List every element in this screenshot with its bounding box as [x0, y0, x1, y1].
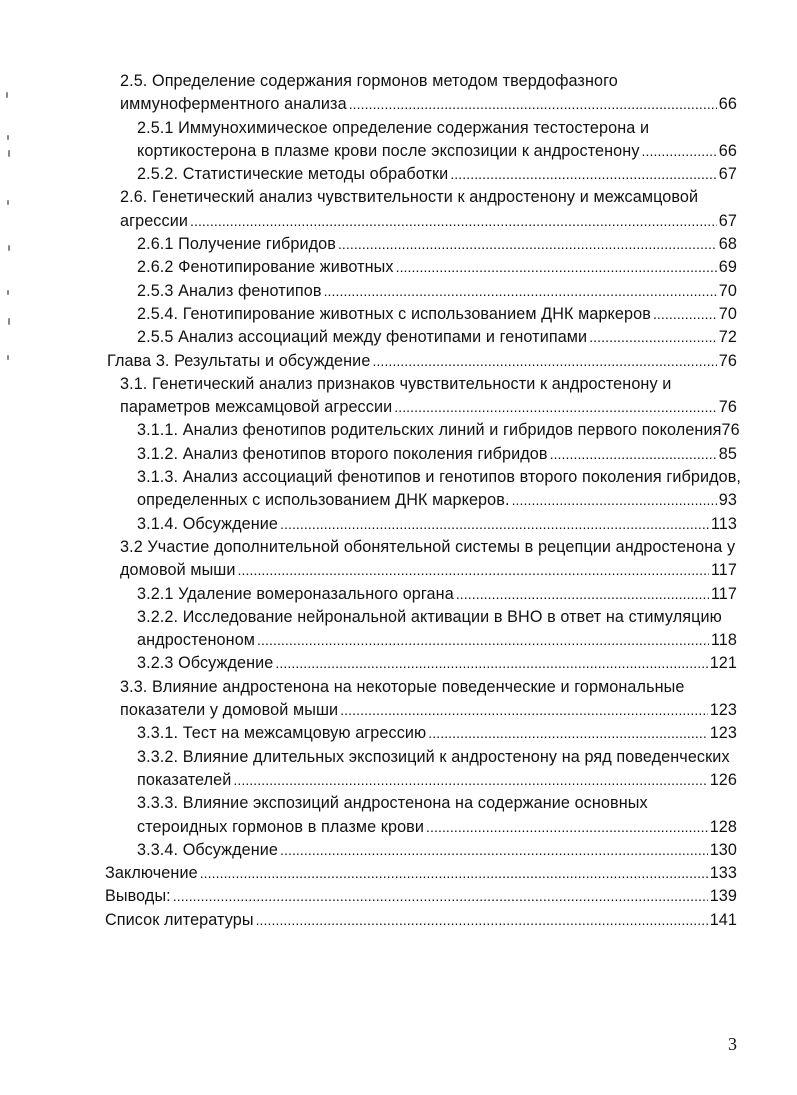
toc-entry-title: кортикостерона в плазме крови после экспозиции к андростенону: [137, 141, 640, 160]
dot-leader: [512, 489, 717, 512]
toc-entry: [120, 676, 737, 723]
toc-entry-page: 69: [718, 258, 737, 277]
toc-entry-title: 3.1.2. Анализ фенотипов второго поколения гибридов: [137, 444, 548, 463]
toc-entry: [137, 233, 737, 256]
toc-entry-title: показателей: [137, 770, 232, 789]
toc-entry-page: 93: [718, 491, 737, 510]
toc-entry-title: 2.5.4. Генотипирование животных с использованием ДНК маркеров: [137, 304, 651, 323]
toc-entry-title: 2.5. Определение содержания гормонов методом твердофазного: [120, 72, 618, 90]
toc-entry: [137, 117, 737, 164]
dot-leader: [200, 862, 708, 885]
toc-entry: [137, 280, 737, 303]
dot-leader: [456, 583, 709, 606]
toc-entry-page: 76: [721, 421, 740, 440]
toc-entry-title: 3.1. Генетический анализ признаков чувствительности к андростенону и: [120, 374, 672, 393]
toc-entry-title: 2.5.2. Статистические методы обработки: [137, 165, 449, 184]
toc-entry-title: 3.2.2. Исследование нейрональной активации в ВНО в ответ на стимуляцию: [137, 607, 722, 626]
toc-entry-page: 117: [710, 584, 737, 603]
toc-entry: [120, 536, 737, 583]
toc-entry-title: Глава 3. Результаты и обсуждение: [107, 351, 371, 370]
dot-leader: [450, 163, 716, 186]
toc-entry-title: агрессии: [120, 211, 188, 230]
dot-leader: [372, 350, 716, 373]
toc-entry-title: андростеноном: [137, 631, 256, 650]
dot-leader: [238, 559, 709, 582]
toc-entry-page: 66: [718, 95, 737, 114]
toc-entry: [105, 885, 737, 908]
toc-entry: [137, 163, 737, 186]
dot-leader: [275, 652, 707, 675]
toc-entry-title: стероидных гормонов в плазме крови: [137, 817, 425, 836]
toc-entry-title: 3.3.1. Тест на межсамцовую агрессию: [137, 724, 427, 743]
dot-leader: [324, 280, 717, 303]
toc-entry-page: 76: [718, 398, 737, 417]
toc-entry-title: показатели у домовой мыши: [120, 701, 339, 720]
toc-entry: [137, 652, 737, 675]
toc-entry-page: 128: [709, 817, 737, 836]
dot-leader: [280, 513, 709, 536]
toc-entry-page: 130: [709, 840, 737, 859]
dot-leader: [173, 885, 708, 908]
toc-entry-page: 117: [710, 561, 737, 580]
dot-leader: [426, 816, 708, 839]
toc-entry-title: 3.2.3 Обсуждение: [137, 654, 274, 673]
dot-leader: [233, 769, 707, 792]
toc-entry-page: 72: [718, 328, 737, 347]
toc-entry-page: 121: [709, 654, 737, 673]
dot-leader: [280, 839, 708, 862]
toc-entry-title: 3.3. Влияние андростенона на некоторые поведенческие и гормональные: [120, 677, 685, 696]
toc-entry: [137, 606, 737, 653]
toc-entry-page: 66: [718, 141, 737, 160]
toc-entry: [137, 419, 740, 442]
dot-leader: [190, 210, 717, 233]
dot-leader: [349, 93, 717, 116]
toc-entry-page: 141: [709, 910, 737, 929]
toc-entry-title: Выводы:: [105, 887, 171, 906]
toc-entry-title: Список литературы: [105, 910, 254, 929]
toc-entry-title: 3.1.4. Обсуждение: [137, 514, 279, 533]
toc-entry-title: 2.6.2 Фенотипирование животных: [137, 258, 394, 277]
toc-entry: [137, 326, 737, 349]
toc-entry-title: Заключение: [105, 864, 198, 883]
toc-entry-page: 123: [709, 701, 737, 720]
toc-entry-title: параметров межсамцовой агрессии: [120, 398, 393, 417]
toc-entry: [137, 303, 737, 326]
dot-leader: [653, 303, 717, 326]
toc-entry-title: 2.5.5 Анализ ассоциаций между фенотипами и генотипами: [137, 328, 588, 347]
toc-entry-title: 3.3.4. Обсуждение: [137, 840, 279, 859]
toc-entry: [137, 443, 737, 466]
toc-entry: [137, 583, 737, 606]
toc-entry-page: 133: [709, 864, 737, 883]
table-of-contents: [0, 70, 797, 932]
toc-entry: [137, 466, 742, 513]
dot-leader: [396, 256, 717, 279]
toc-entry: [107, 350, 737, 373]
toc-entry: [105, 909, 737, 932]
dot-leader: [257, 629, 709, 652]
dot-leader: [550, 443, 717, 466]
toc-entry-title: 3.2.1 Удаление вомероназального органа: [137, 584, 454, 603]
toc-entry-title: 2.6. Генетический анализ чувствительности к андростенону и межсамцовой: [120, 188, 699, 207]
toc-entry-title: 3.3.3. Влияние экспозиций андростенона на содержание основных: [137, 794, 648, 813]
toc-entry-page: 85: [718, 444, 737, 463]
dot-leader: [428, 722, 707, 745]
toc-entry-page: 67: [718, 211, 737, 230]
toc-entry-title: 3.3.2. Влияние длительных экспозиций к андростенону на ряд поведенческих: [137, 747, 730, 766]
toc-entry-page: 68: [718, 235, 737, 254]
dot-leader: [338, 233, 717, 256]
dot-leader: [340, 699, 707, 722]
toc-entry-page: 118: [710, 631, 737, 650]
toc-entry-title: определенных с использованием ДНК маркеров.: [137, 491, 510, 510]
toc-entry-title: 3.1.3. Анализ ассоциаций фенотипов и генотипов второго поколения гибридов,: [137, 468, 742, 487]
toc-entry-page: 67: [718, 165, 737, 184]
toc-entry: [137, 839, 737, 862]
toc-entry-title: 2.5.3 Анализ фенотипов: [137, 281, 322, 300]
toc-entry-page: 76: [718, 351, 737, 370]
toc-entry: [137, 792, 737, 839]
page-number: 3: [728, 1034, 737, 1054]
toc-entry-title: 2.5.1 Иммунохимическое определение содержания тестостерона и: [137, 118, 650, 137]
dot-leader: [256, 909, 708, 932]
toc-entry-title: домовой мыши: [120, 561, 236, 580]
dot-leader: [642, 140, 717, 163]
toc-entry: [137, 722, 737, 745]
toc-entry-title: 3.2 Участие дополнительной обонятельной системы в рецепции андростенона у: [120, 537, 736, 556]
toc-entry: [120, 373, 737, 420]
toc-entry: [120, 70, 737, 117]
toc-entry-title: 3.1.1. Анализ фенотипов родительских линий и гибридов первого поколения: [137, 421, 722, 440]
toc-entry: [105, 862, 737, 885]
toc-entry-page: 123: [709, 724, 737, 743]
toc-entry-page: 113: [710, 514, 737, 533]
dot-leader: [589, 326, 717, 349]
toc-entry: [137, 746, 737, 793]
toc-entry: [137, 256, 737, 279]
toc-entry-page: 70: [718, 281, 737, 300]
toc-entry-page: 139: [709, 887, 737, 906]
toc-entry: [120, 186, 737, 233]
toc-entry: [137, 513, 737, 536]
toc-entry-title: иммуноферментного анализа: [120, 95, 347, 114]
toc-entry-page: 126: [709, 770, 737, 789]
toc-entry-page: 70: [718, 304, 737, 323]
toc-entry-title: 2.6.1 Получение гибридов: [137, 235, 336, 254]
dot-leader: [394, 396, 717, 419]
